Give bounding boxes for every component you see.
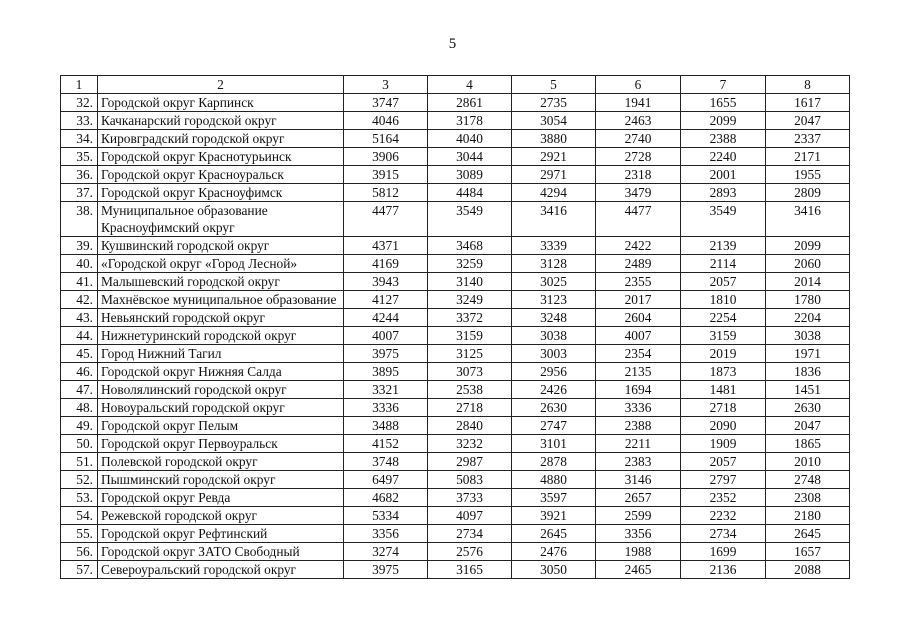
value-col-8: 1955 xyxy=(766,166,850,184)
municipality-name: Режевской городской округ xyxy=(98,507,344,525)
value-col-6: 2354 xyxy=(596,345,681,363)
value-col-3: 5812 xyxy=(344,184,428,202)
municipality-name: Малышевский городской округ xyxy=(98,273,344,291)
value-col-6: 1988 xyxy=(596,543,681,561)
value-col-3: 3747 xyxy=(344,94,428,112)
value-col-5: 3123 xyxy=(512,291,596,309)
value-col-8: 1836 xyxy=(766,363,850,381)
row-number: 38. xyxy=(61,202,98,237)
row-number: 57. xyxy=(61,561,98,579)
municipality-name: Городской округ Пелым xyxy=(98,417,344,435)
value-col-3: 4169 xyxy=(344,255,428,273)
value-col-4: 3165 xyxy=(428,561,512,579)
table-body xyxy=(61,94,850,579)
value-col-4: 3044 xyxy=(428,148,512,166)
table-header-row xyxy=(61,76,850,94)
value-col-5: 2971 xyxy=(512,166,596,184)
value-col-3: 3975 xyxy=(344,345,428,363)
table-row xyxy=(61,94,850,112)
value-col-8: 2014 xyxy=(766,273,850,291)
table-row xyxy=(61,489,850,507)
value-col-7: 2352 xyxy=(681,489,766,507)
value-col-4: 3125 xyxy=(428,345,512,363)
table-row xyxy=(61,237,850,255)
value-col-5: 2921 xyxy=(512,148,596,166)
row-number: 42. xyxy=(61,291,98,309)
row-number: 43. xyxy=(61,309,98,327)
value-col-5: 3003 xyxy=(512,345,596,363)
value-col-3: 3321 xyxy=(344,381,428,399)
value-col-8: 2337 xyxy=(766,130,850,148)
value-col-7: 2099 xyxy=(681,112,766,130)
value-col-3: 3488 xyxy=(344,417,428,435)
table-row xyxy=(61,291,850,309)
table-row xyxy=(61,273,850,291)
row-number: 53. xyxy=(61,489,98,507)
value-col-6: 2383 xyxy=(596,453,681,471)
value-col-8: 2630 xyxy=(766,399,850,417)
value-col-4: 3249 xyxy=(428,291,512,309)
value-col-4: 2576 xyxy=(428,543,512,561)
value-col-7: 1481 xyxy=(681,381,766,399)
value-col-8: 1780 xyxy=(766,291,850,309)
value-col-4: 3372 xyxy=(428,309,512,327)
value-col-4: 4040 xyxy=(428,130,512,148)
value-col-8: 2047 xyxy=(766,112,850,130)
value-col-7: 2734 xyxy=(681,525,766,543)
row-number: 46. xyxy=(61,363,98,381)
value-col-3: 3895 xyxy=(344,363,428,381)
value-col-8: 1865 xyxy=(766,435,850,453)
value-col-3: 4682 xyxy=(344,489,428,507)
row-number: 34. xyxy=(61,130,98,148)
municipality-name: Полевской городской округ xyxy=(98,453,344,471)
row-number: 36. xyxy=(61,166,98,184)
row-number: 54. xyxy=(61,507,98,525)
value-col-7: 1655 xyxy=(681,94,766,112)
municipality-name: Махнёвское муниципальное образование xyxy=(98,291,344,309)
municipality-name: Невьянский городской округ xyxy=(98,309,344,327)
value-col-7: 2139 xyxy=(681,237,766,255)
value-col-8: 2748 xyxy=(766,471,850,489)
value-col-5: 4294 xyxy=(512,184,596,202)
value-col-3: 4007 xyxy=(344,327,428,345)
value-col-7: 3159 xyxy=(681,327,766,345)
table-row xyxy=(61,309,850,327)
row-number: 33. xyxy=(61,112,98,130)
value-col-7: 2090 xyxy=(681,417,766,435)
value-col-3: 3943 xyxy=(344,273,428,291)
value-col-6: 4007 xyxy=(596,327,681,345)
value-col-3: 5164 xyxy=(344,130,428,148)
value-col-3: 4152 xyxy=(344,435,428,453)
value-col-3: 4127 xyxy=(344,291,428,309)
value-col-7: 2019 xyxy=(681,345,766,363)
municipality-name: Качканарский городской округ xyxy=(98,112,344,130)
municipality-name: Новоуральский городской округ xyxy=(98,399,344,417)
value-col-5: 3248 xyxy=(512,309,596,327)
value-col-8: 2060 xyxy=(766,255,850,273)
municipality-name: Городской округ ЗАТО Свободный xyxy=(98,543,344,561)
row-number: 56. xyxy=(61,543,98,561)
value-col-4: 2734 xyxy=(428,525,512,543)
table-row xyxy=(61,130,850,148)
value-col-7: 2136 xyxy=(681,561,766,579)
value-col-7: 2240 xyxy=(681,148,766,166)
value-col-6: 2657 xyxy=(596,489,681,507)
value-col-4: 3178 xyxy=(428,112,512,130)
column-header: 7 xyxy=(681,76,766,94)
value-col-4: 5083 xyxy=(428,471,512,489)
value-col-4: 3549 xyxy=(428,202,512,237)
value-col-6: 3356 xyxy=(596,525,681,543)
municipality-name: Городской округ Нижняя Салда xyxy=(98,363,344,381)
value-col-6: 2355 xyxy=(596,273,681,291)
value-col-8: 2010 xyxy=(766,453,850,471)
value-col-8: 2180 xyxy=(766,507,850,525)
row-number: 47. xyxy=(61,381,98,399)
row-number: 39. xyxy=(61,237,98,255)
value-col-6: 2017 xyxy=(596,291,681,309)
municipality-name: Городской округ Карпинск xyxy=(98,94,344,112)
value-col-7: 2797 xyxy=(681,471,766,489)
value-col-6: 2211 xyxy=(596,435,681,453)
value-col-4: 3232 xyxy=(428,435,512,453)
column-header: 2 xyxy=(98,76,344,94)
column-header: 5 xyxy=(512,76,596,94)
value-col-6: 2318 xyxy=(596,166,681,184)
table-row xyxy=(61,327,850,345)
value-col-7: 2001 xyxy=(681,166,766,184)
value-col-4: 3733 xyxy=(428,489,512,507)
municipality-name: Кировградский городской округ xyxy=(98,130,344,148)
value-col-8: 1971 xyxy=(766,345,850,363)
value-col-3: 4046 xyxy=(344,112,428,130)
table-row xyxy=(61,561,850,579)
table-row xyxy=(61,255,850,273)
value-col-4: 4484 xyxy=(428,184,512,202)
value-col-7: 2388 xyxy=(681,130,766,148)
value-col-6: 2465 xyxy=(596,561,681,579)
value-col-6: 2135 xyxy=(596,363,681,381)
value-col-5: 2645 xyxy=(512,525,596,543)
value-col-5: 3038 xyxy=(512,327,596,345)
value-col-4: 2538 xyxy=(428,381,512,399)
table-row xyxy=(61,435,850,453)
table-row xyxy=(61,345,850,363)
table-row xyxy=(61,166,850,184)
row-number: 41. xyxy=(61,273,98,291)
value-col-4: 3259 xyxy=(428,255,512,273)
municipality-name: Муниципальное образование Красноуфимский округ xyxy=(98,202,344,237)
column-header: 4 xyxy=(428,76,512,94)
value-col-7: 2114 xyxy=(681,255,766,273)
value-col-8: 3416 xyxy=(766,202,850,237)
value-col-3: 3975 xyxy=(344,561,428,579)
table-row xyxy=(61,417,850,435)
data-table xyxy=(60,75,850,579)
row-number: 45. xyxy=(61,345,98,363)
row-number: 37. xyxy=(61,184,98,202)
value-col-8: 2308 xyxy=(766,489,850,507)
value-col-5: 2878 xyxy=(512,453,596,471)
value-col-7: 3549 xyxy=(681,202,766,237)
value-col-4: 2987 xyxy=(428,453,512,471)
value-col-3: 3356 xyxy=(344,525,428,543)
column-header: 3 xyxy=(344,76,428,94)
table-row xyxy=(61,399,850,417)
value-col-5: 3921 xyxy=(512,507,596,525)
value-col-7: 2057 xyxy=(681,453,766,471)
value-col-5: 2735 xyxy=(512,94,596,112)
value-col-5: 2426 xyxy=(512,381,596,399)
value-col-6: 2463 xyxy=(596,112,681,130)
value-col-8: 3038 xyxy=(766,327,850,345)
table-row xyxy=(61,507,850,525)
value-col-4: 2840 xyxy=(428,417,512,435)
municipality-name: Город Нижний Тагил xyxy=(98,345,344,363)
value-col-5: 3025 xyxy=(512,273,596,291)
value-col-8: 2171 xyxy=(766,148,850,166)
value-col-7: 2232 xyxy=(681,507,766,525)
column-header: 6 xyxy=(596,76,681,94)
value-col-8: 1451 xyxy=(766,381,850,399)
value-col-7: 2893 xyxy=(681,184,766,202)
value-col-3: 3336 xyxy=(344,399,428,417)
table-row xyxy=(61,525,850,543)
value-col-6: 3479 xyxy=(596,184,681,202)
value-col-5: 3416 xyxy=(512,202,596,237)
value-col-5: 2630 xyxy=(512,399,596,417)
value-col-6: 1694 xyxy=(596,381,681,399)
value-col-6: 2388 xyxy=(596,417,681,435)
value-col-4: 2718 xyxy=(428,399,512,417)
value-col-5: 3597 xyxy=(512,489,596,507)
value-col-8: 2099 xyxy=(766,237,850,255)
value-col-7: 2057 xyxy=(681,273,766,291)
municipality-name: Кушвинский городской округ xyxy=(98,237,344,255)
value-col-3: 6497 xyxy=(344,471,428,489)
value-col-6: 2604 xyxy=(596,309,681,327)
municipality-name: Североуральский городской округ xyxy=(98,561,344,579)
municipality-name: Нижнетуринский городской округ xyxy=(98,327,344,345)
table-row xyxy=(61,381,850,399)
value-col-5: 3050 xyxy=(512,561,596,579)
value-col-3: 3748 xyxy=(344,453,428,471)
value-col-6: 2740 xyxy=(596,130,681,148)
value-col-3: 4371 xyxy=(344,237,428,255)
value-col-4: 3159 xyxy=(428,327,512,345)
value-col-8: 2047 xyxy=(766,417,850,435)
value-col-3: 4244 xyxy=(344,309,428,327)
value-col-5: 2956 xyxy=(512,363,596,381)
value-col-3: 3274 xyxy=(344,543,428,561)
municipality-name: Городской округ Рефтинский xyxy=(98,525,344,543)
table-row xyxy=(61,148,850,166)
value-col-5: 2476 xyxy=(512,543,596,561)
value-col-6: 2599 xyxy=(596,507,681,525)
value-col-6: 2489 xyxy=(596,255,681,273)
municipality-name: Новолялинский городской округ xyxy=(98,381,344,399)
value-col-8: 2645 xyxy=(766,525,850,543)
value-col-4: 3073 xyxy=(428,363,512,381)
value-col-7: 1873 xyxy=(681,363,766,381)
table-row xyxy=(61,184,850,202)
value-col-7: 1699 xyxy=(681,543,766,561)
value-col-5: 3128 xyxy=(512,255,596,273)
row-number: 50. xyxy=(61,435,98,453)
value-col-6: 4477 xyxy=(596,202,681,237)
value-col-3: 3915 xyxy=(344,166,428,184)
row-number: 48. xyxy=(61,399,98,417)
municipality-name: Городской округ Ревда xyxy=(98,489,344,507)
page-number: 5 xyxy=(448,36,457,52)
value-col-7: 1810 xyxy=(681,291,766,309)
table-row xyxy=(61,543,850,561)
table-row xyxy=(61,471,850,489)
row-number: 51. xyxy=(61,453,98,471)
row-number: 55. xyxy=(61,525,98,543)
municipality-name: Городской округ Краснотурьинск xyxy=(98,148,344,166)
row-number: 44. xyxy=(61,327,98,345)
value-col-5: 4880 xyxy=(512,471,596,489)
table-row xyxy=(61,363,850,381)
value-col-5: 2747 xyxy=(512,417,596,435)
value-col-8: 1657 xyxy=(766,543,850,561)
value-col-8: 2204 xyxy=(766,309,850,327)
table-row xyxy=(61,453,850,471)
value-col-3: 3906 xyxy=(344,148,428,166)
value-col-4: 3140 xyxy=(428,273,512,291)
value-col-8: 2088 xyxy=(766,561,850,579)
column-header: 8 xyxy=(766,76,850,94)
row-number: 35. xyxy=(61,148,98,166)
value-col-5: 3054 xyxy=(512,112,596,130)
row-number: 52. xyxy=(61,471,98,489)
value-col-5: 3101 xyxy=(512,435,596,453)
value-col-7: 2718 xyxy=(681,399,766,417)
municipality-name: Городской округ Красноуральск xyxy=(98,166,344,184)
value-col-5: 3880 xyxy=(512,130,596,148)
value-col-3: 4477 xyxy=(344,202,428,237)
row-number: 49. xyxy=(61,417,98,435)
value-col-7: 1909 xyxy=(681,435,766,453)
value-col-6: 2422 xyxy=(596,237,681,255)
value-col-4: 3468 xyxy=(428,237,512,255)
municipality-name: «Городской округ «Город Лесной» xyxy=(98,255,344,273)
municipality-name: Городской округ Первоуральск xyxy=(98,435,344,453)
table-row xyxy=(61,202,850,237)
row-number: 32. xyxy=(61,94,98,112)
value-col-5: 3339 xyxy=(512,237,596,255)
value-col-8: 2809 xyxy=(766,184,850,202)
value-col-8: 1617 xyxy=(766,94,850,112)
value-col-6: 3146 xyxy=(596,471,681,489)
row-number: 40. xyxy=(61,255,98,273)
municipality-name: Городской округ Красноуфимск xyxy=(98,184,344,202)
municipality-name: Пышминский городской округ xyxy=(98,471,344,489)
value-col-6: 3336 xyxy=(596,399,681,417)
table-row xyxy=(61,112,850,130)
value-col-3: 5334 xyxy=(344,507,428,525)
value-col-4: 4097 xyxy=(428,507,512,525)
value-col-6: 2728 xyxy=(596,148,681,166)
value-col-6: 1941 xyxy=(596,94,681,112)
value-col-7: 2254 xyxy=(681,309,766,327)
value-col-4: 3089 xyxy=(428,166,512,184)
value-col-4: 2861 xyxy=(428,94,512,112)
column-header: 1 xyxy=(61,76,98,94)
